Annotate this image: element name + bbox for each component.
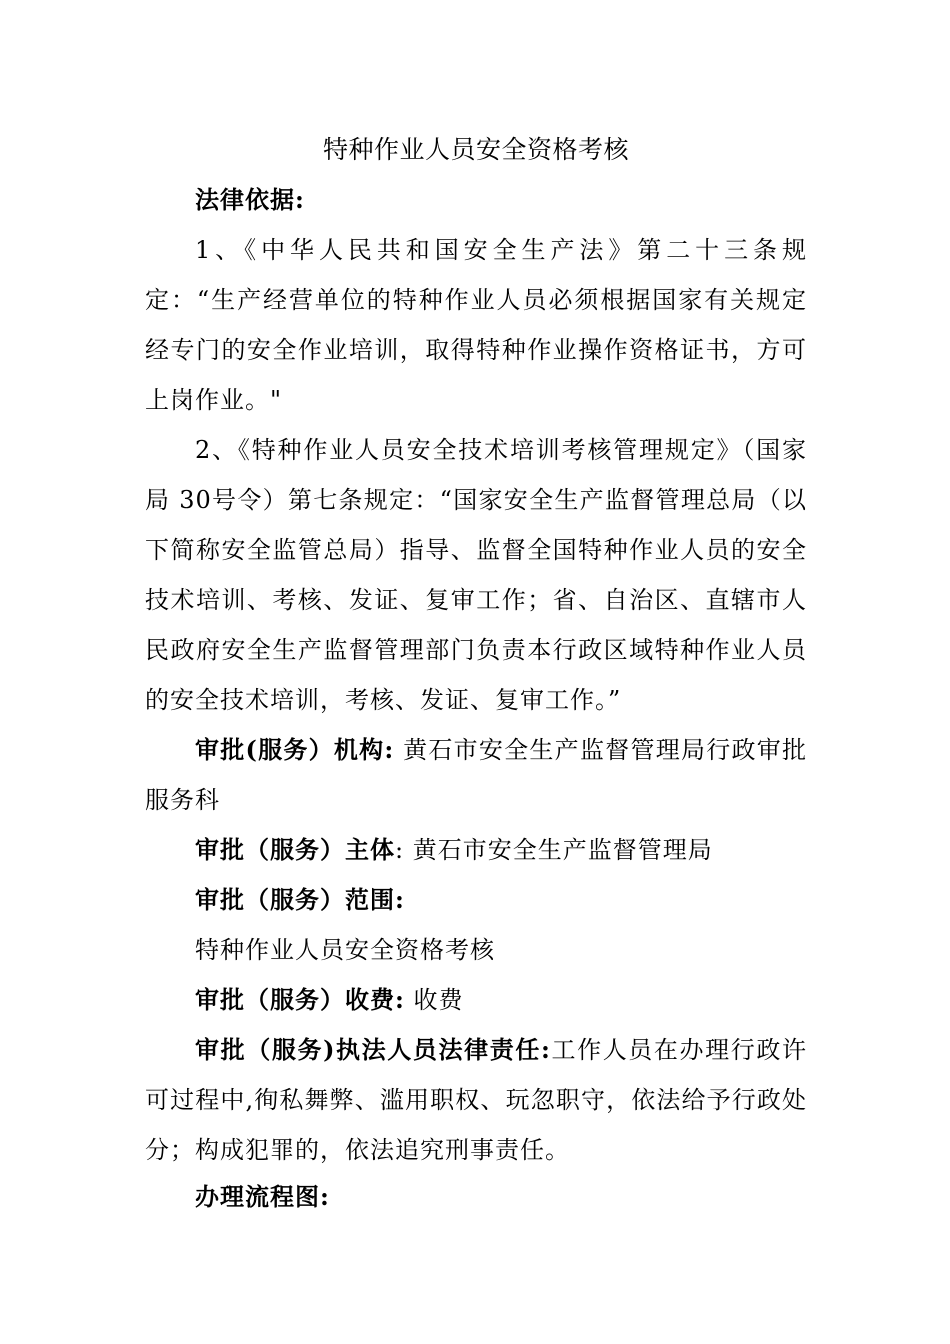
approval-scope-heading: 审批（服务）范围: bbox=[195, 885, 405, 914]
approval-fee-label: 审批（服务）收费: bbox=[195, 985, 405, 1014]
approval-organization-label: 审批(服务）机构: bbox=[195, 735, 395, 764]
approval-fee bbox=[145, 975, 807, 1025]
legal-liability-value: 工作人员在办理行政许可过程中,徇私舞弊、滥用职权、玩忽职守，依法给予行政处分；构成犯罪的，依法追究刑事责任。 bbox=[145, 1036, 808, 1164]
approval-organization-value: 黄石市安全生产监督管理局行政审批服务科 bbox=[145, 736, 807, 814]
legal-liability bbox=[145, 1025, 807, 1175]
legal-liability-label: 审批（服务)执法人员法律责任: bbox=[195, 1035, 551, 1064]
approval-fee-value: 收费 bbox=[404, 986, 464, 1014]
approval-subject bbox=[145, 825, 807, 875]
document-title: 特种作业人员安全资格考核 bbox=[322, 135, 629, 164]
approval-organization bbox=[145, 725, 807, 825]
legal-basis-item-1: 1、《中华人民共和国安全生产法》第二十三条规定：“生产经营单位的特种作业人员必须根据国家有关规定经专门的安全作业培训，取得特种作业操作资格证书，方可上岗作业。" bbox=[145, 236, 807, 414]
legal-basis-item-2: 2、《特种作业人员安全技术培训考核管理规定》（国家局 30号令）第七条规定：“国家安全生产监督管理总局（以下简称安全监管总局）指导、监督全国特种作业人员的安全技术培训、考核、发证、复审工作；省、自治区、直辖市人民政府安全生产监督管理部门负责本行政区域特种作业人员的安全技术培训，考核、发证、复审工作。” bbox=[145, 436, 807, 714]
process-flowchart-heading: 办理流程图: bbox=[195, 1182, 330, 1211]
legal-basis-heading: 法律依据: bbox=[195, 185, 305, 214]
approval-scope-value: 特种作业人员安全资格考核 bbox=[195, 936, 495, 964]
approval-subject-value: : 黄石市安全生产监督管理局 bbox=[395, 836, 713, 864]
approval-subject-label: 审批（服务）主体 bbox=[195, 835, 395, 864]
